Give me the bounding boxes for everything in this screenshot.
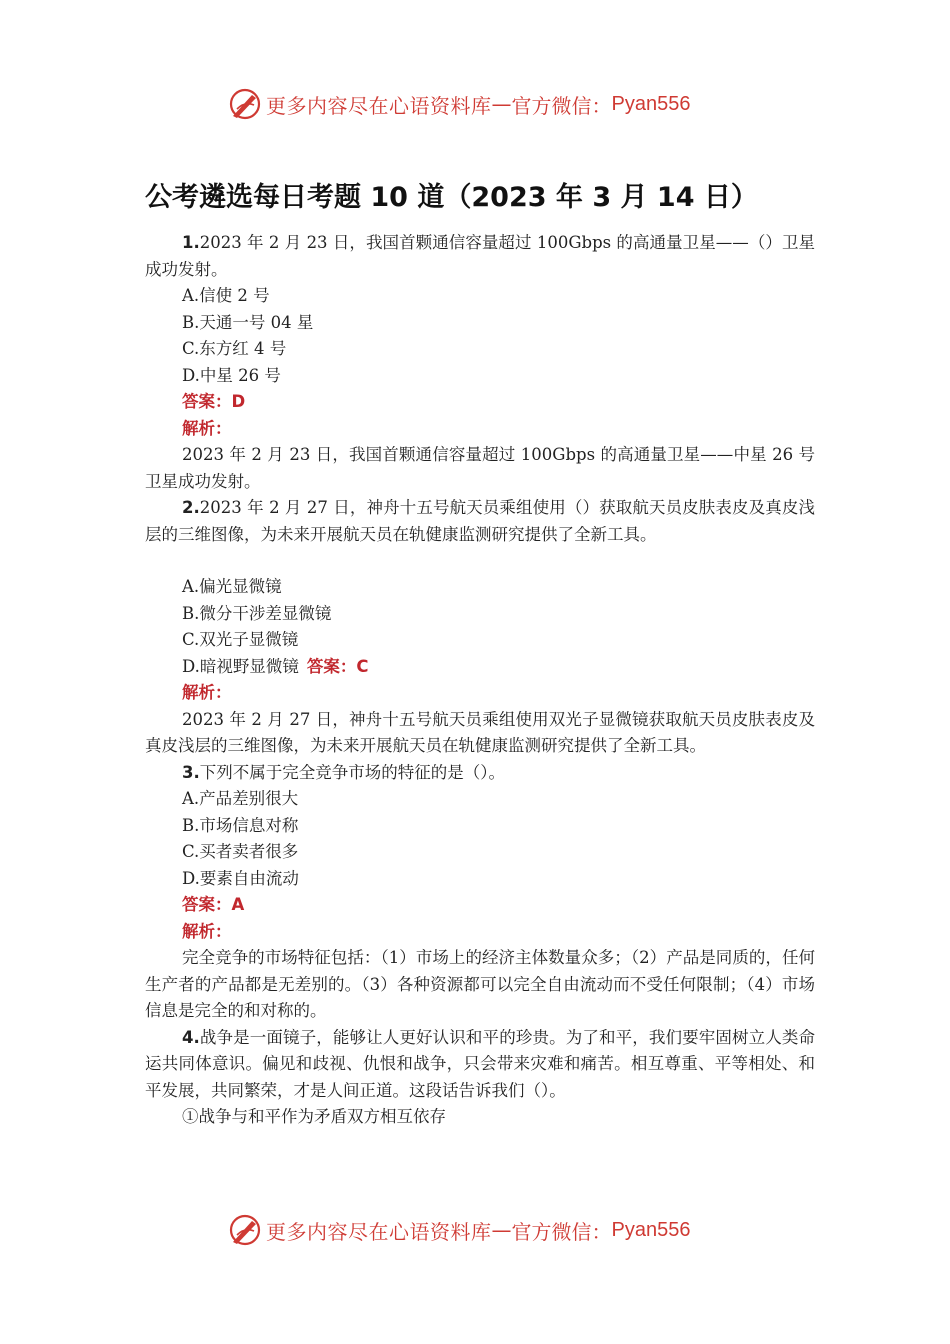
spacer — [145, 548, 815, 574]
question-2-analysis: 2023 年 2 月 27 日，神舟十五号航天员乘组使用双光子显微镜获取航天员皮肤表皮及真皮浅层的三维图像，为未来开展航天员在轨健康监测研究提供了全新工具。 — [145, 709, 815, 755]
question-3-analysis: 完全竞争的市场特征包括：（1）市场上的经济主体数量众多；（2）产品是同质的，任何生产者的产品都是无差别的。（3）各种资源都可以完全自由流动而不受任何限制；（4）市场信息是完全的和对称的。 — [145, 948, 815, 1020]
question-2-option-b: B.微分干涉差显微镜 — [182, 603, 332, 623]
question-1-analysis: 2023 年 2 月 23 日，我国首颗通信容量超过 100Gbps 的高通量卫星——中星 26 号卫星成功发射。 — [145, 445, 815, 491]
pen-logo-icon — [228, 87, 262, 121]
question-3-option-b: B.市场信息对称 — [182, 815, 299, 835]
question-3-answer: 答案：A — [182, 895, 245, 914]
question-2-option-d: D.暗视野显微镜 — [182, 656, 299, 676]
question-1-option-a: A.信使 2 号 — [182, 286, 270, 305]
banner-label: 官方微信： — [511, 93, 612, 118]
question-3-option-a: A.产品差别很大 — [182, 789, 299, 808]
question-3-option-c: C.买者卖者很多 — [182, 842, 299, 861]
banner-separator: — — [491, 92, 512, 116]
question-2-option-d-line — [145, 654, 815, 681]
question-1-option-b: B.天通一号 04 星 — [182, 312, 314, 332]
question-1-stem — [145, 230, 815, 283]
question-2-option-a: A.偏光显微镜 — [182, 577, 282, 596]
footer-banner — [228, 1210, 690, 1250]
question-4-item-1: ①战争与和平作为矛盾双方相互依存 — [182, 1107, 446, 1126]
question-1-option-d: D.中星 26 号 — [182, 365, 281, 385]
question-number: 3. — [182, 762, 200, 782]
question-number: 1. — [182, 233, 200, 252]
question-number: 4. — [182, 1027, 200, 1047]
pen-logo-icon — [228, 1213, 262, 1247]
question-text: 2023 年 2 月 27 日，神舟十五号航天员乘组使用（）获取航天员皮肤表皮及真皮浅层的三维图像，为未来开展航天员在轨健康监测研究提供了全新工具。 — [145, 498, 815, 544]
question-4-stem — [145, 1025, 815, 1105]
question-1-answer: 答案：D — [182, 392, 246, 411]
banner-separator: — — [491, 1218, 512, 1242]
page-title: 公考遴选每日考题 10 道（2023 年 3 月 14 日） — [145, 182, 758, 213]
banner-wechat-id: Pyan556 — [611, 1218, 691, 1241]
question-number: 2. — [182, 498, 200, 517]
banner-text: 更多内容尽在心语资料库 — [266, 1219, 492, 1244]
question-2-option-c: C.双光子显微镜 — [182, 630, 299, 649]
header-banner — [228, 84, 690, 124]
question-text: 下列不属于完全竞争市场的特征的是（）。 — [199, 762, 505, 782]
banner-wechat-id: Pyan556 — [611, 92, 691, 115]
question-3-option-d: D.要素自由流动 — [182, 868, 299, 888]
question-list — [145, 230, 815, 1131]
question-3-stem — [145, 760, 815, 787]
question-2-analysis-label: 解析： — [182, 683, 232, 702]
question-3-analysis-label: 解析： — [182, 921, 232, 941]
question-1-option-c: C.东方红 4 号 — [182, 339, 287, 358]
question-text: 2023 年 2 月 23 日，我国首颗通信容量超过 100Gbps 的高通量卫星——（）卫星成功发射。 — [145, 233, 815, 279]
question-1-analysis-label: 解析： — [182, 418, 232, 438]
question-2-answer: 答案：C — [306, 656, 369, 676]
question-text: 战争是一面镜子，能够让人更好认识和平的珍贵。为了和平，我们要牢固树立人类命运共同体意识。偏见和歧视、仇恨和战争，只会带来灾难和痛苦。相互尊重、平等相处、和平发展，共同繁荣，才是人间正道。这段话告诉我们（）。 — [145, 1027, 815, 1100]
question-2-stem — [145, 495, 815, 548]
banner-text: 更多内容尽在心语资料库 — [266, 93, 492, 118]
banner-label: 官方微信： — [511, 1219, 612, 1244]
